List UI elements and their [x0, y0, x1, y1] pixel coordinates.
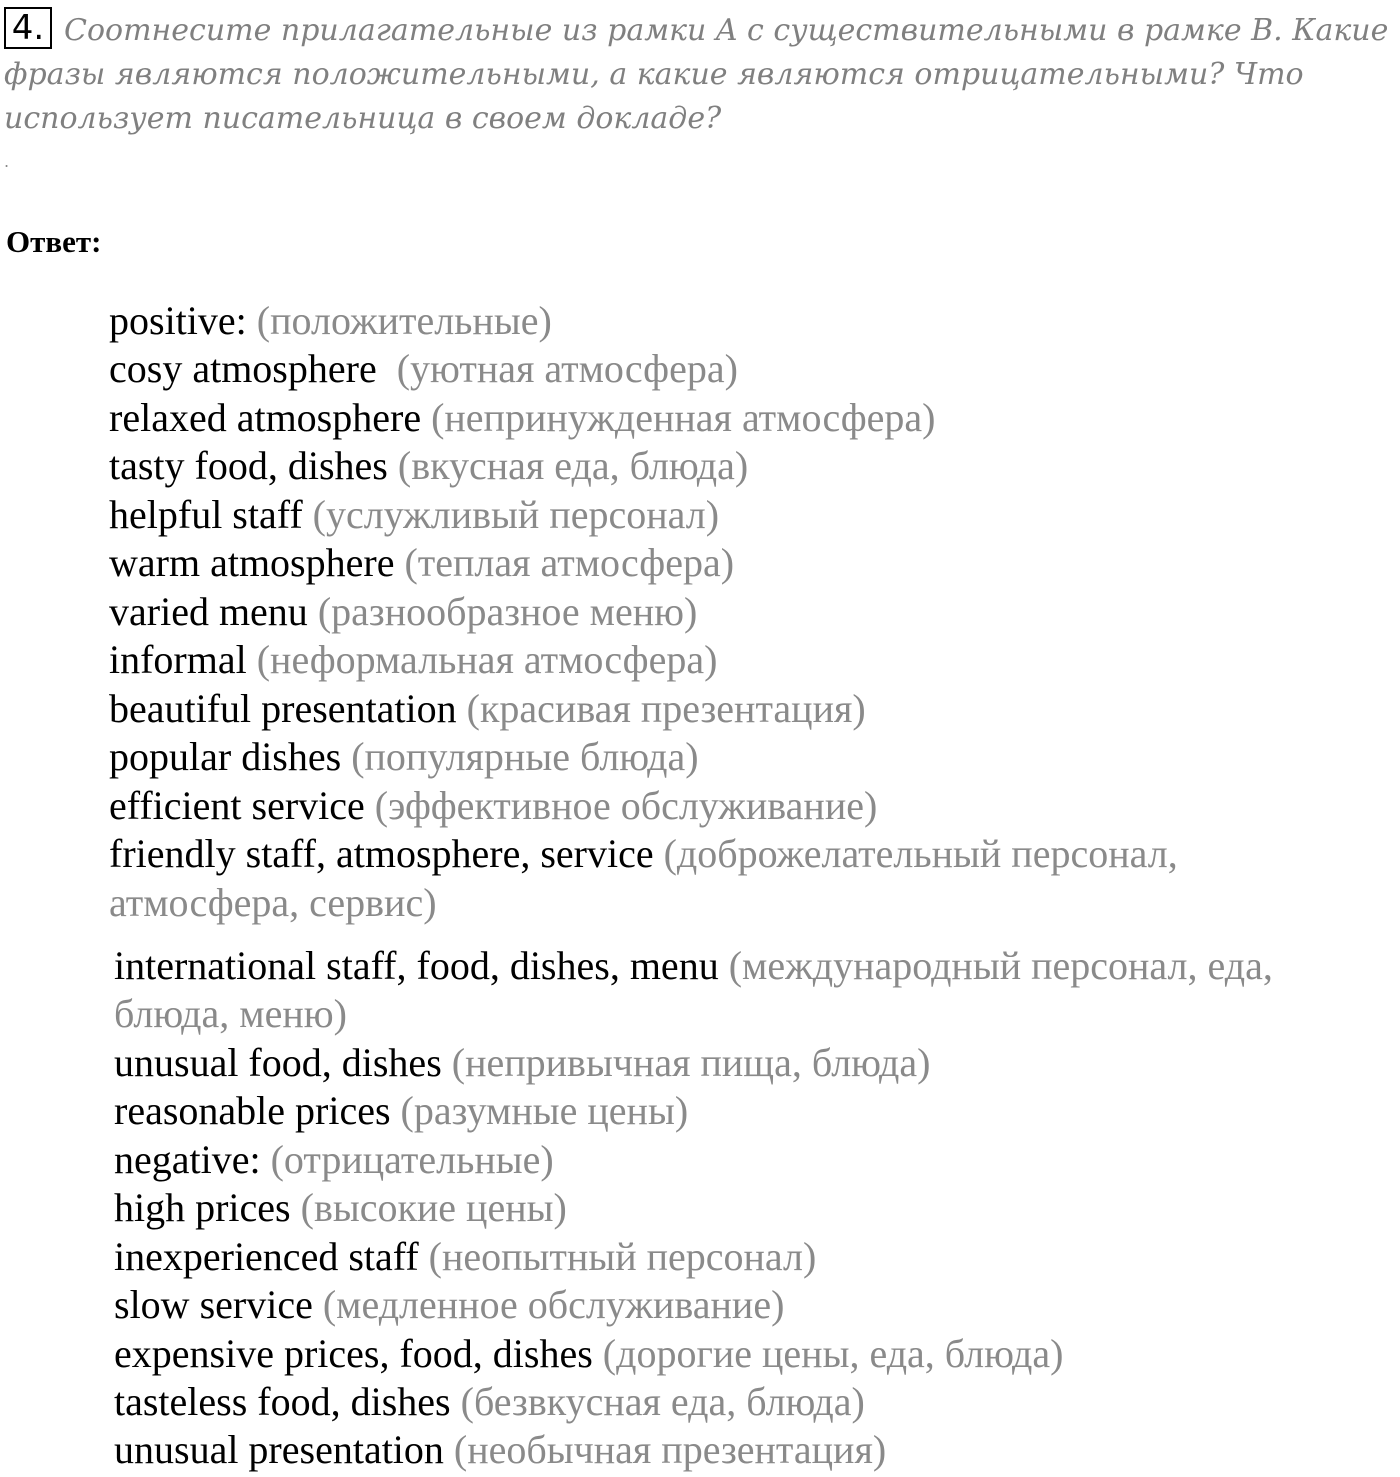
- phrase-en: unusual presentation: [114, 1427, 444, 1472]
- answer-row: [109, 491, 719, 540]
- phrase-ru: (непривычная пища, блюда): [451, 1040, 931, 1085]
- answer-row: [109, 297, 552, 346]
- phrase-ru: (красивая презентация): [466, 686, 866, 731]
- phrase-ru: (вкусная еда, блюда): [397, 443, 749, 488]
- phrase-en: inexperienced staff: [114, 1234, 419, 1279]
- answer-row: [109, 830, 1178, 879]
- answer-row: [109, 394, 935, 443]
- answer-row: [114, 1136, 554, 1185]
- answer-row: [109, 539, 734, 588]
- phrase-en: reasonable prices: [114, 1088, 391, 1133]
- phrase-ru: (положительные): [256, 298, 552, 343]
- phrase-en: expensive prices, food, dishes: [114, 1331, 593, 1376]
- answer-row: [109, 636, 717, 685]
- phrase-ru: (медленное обслуживание): [322, 1282, 785, 1327]
- phrase-en: tasty food, dishes: [109, 443, 388, 488]
- answer-row: [109, 685, 866, 734]
- stray-dot: .: [4, 152, 10, 171]
- phrase-en: cosy atmosphere: [109, 346, 377, 391]
- answer-row-continuation: [114, 990, 347, 1039]
- phrase-ru: (отрицательные): [270, 1137, 554, 1182]
- phrase-en: efficient service: [109, 783, 365, 828]
- phrase-en: helpful staff: [109, 492, 303, 537]
- phrase-en: tasteless food, dishes: [114, 1379, 451, 1424]
- phrase-ru-continued: атмосфера, сервис): [109, 880, 437, 925]
- answer-row: [114, 1184, 567, 1233]
- phrase-en: informal: [109, 637, 247, 682]
- answer-row: [109, 782, 877, 831]
- phrase-en: beautiful presentation: [109, 686, 457, 731]
- phrase-ru: (неопытный персонал): [428, 1234, 817, 1279]
- phrase-ru-continued: блюда, меню): [114, 991, 347, 1036]
- phrase-en: unusual food, dishes: [114, 1040, 442, 1085]
- answer-row-continuation: [109, 879, 437, 928]
- phrase-ru: (высокие цены): [300, 1185, 567, 1230]
- answer-row: [109, 442, 748, 491]
- phrase-ru: (необычная презентация): [453, 1427, 887, 1472]
- answer-row: [109, 345, 738, 394]
- answer-row: [109, 588, 697, 637]
- phrase-ru: (уютная атмосфера): [396, 346, 738, 391]
- answer-row: [114, 1378, 865, 1427]
- phrase-en: popular dishes: [109, 734, 342, 779]
- phrase-ru: (непринужденная атмосфера): [431, 395, 936, 440]
- phrase-ru: (безвкусная еда, блюда): [460, 1379, 865, 1424]
- phrase-ru: (доброжелательный персонал,: [663, 831, 1178, 876]
- phrase-ru: (теплая атмосфера): [404, 540, 735, 585]
- phrase-en: slow service: [114, 1282, 313, 1327]
- answer-row: [114, 1039, 930, 1088]
- phrase-en: international staff, food, dishes, menu: [114, 943, 719, 988]
- answer-row: [109, 733, 699, 782]
- answer-row: [114, 1087, 688, 1136]
- answer-row: [114, 942, 1273, 991]
- answer-label: Ответ:: [6, 224, 102, 259]
- answer-row: [114, 1281, 784, 1330]
- answer-row: [114, 1426, 886, 1475]
- phrase-en: varied menu: [109, 589, 308, 634]
- phrase-en: positive:: [109, 298, 247, 343]
- phrase-ru: (неформальная атмосфера): [256, 637, 718, 682]
- phrase-en: high prices: [114, 1185, 291, 1230]
- phrase-ru: (международный персонал, еда,: [728, 943, 1273, 988]
- phrase-ru: (разумные цены): [400, 1088, 689, 1133]
- phrase-en: warm atmosphere: [109, 540, 395, 585]
- answer-row: [114, 1330, 1063, 1379]
- task-number: 4.: [4, 7, 52, 49]
- phrase-ru: (дорогие цены, еда, блюда): [602, 1331, 1064, 1376]
- phrase-en: friendly staff, atmosphere, service: [109, 831, 654, 876]
- phrase-en: negative:: [114, 1137, 261, 1182]
- phrase-ru: (популярные блюда): [351, 734, 699, 779]
- phrase-en: relaxed atmosphere: [109, 395, 422, 440]
- phrase-ru: (услужливый персонал): [312, 492, 720, 537]
- task-instruction: Соотнесите прилагательные из рамки A с существительными в рамке B. Какие фразы являются положительными, а какие являются отрицательными? Что использует писательница в своем докладе?: [4, 13, 1389, 136]
- phrase-ru: (эффективное обслуживание): [374, 783, 878, 828]
- answer-row: [114, 1233, 816, 1282]
- phrase-ru: (разнообразное меню): [317, 589, 698, 634]
